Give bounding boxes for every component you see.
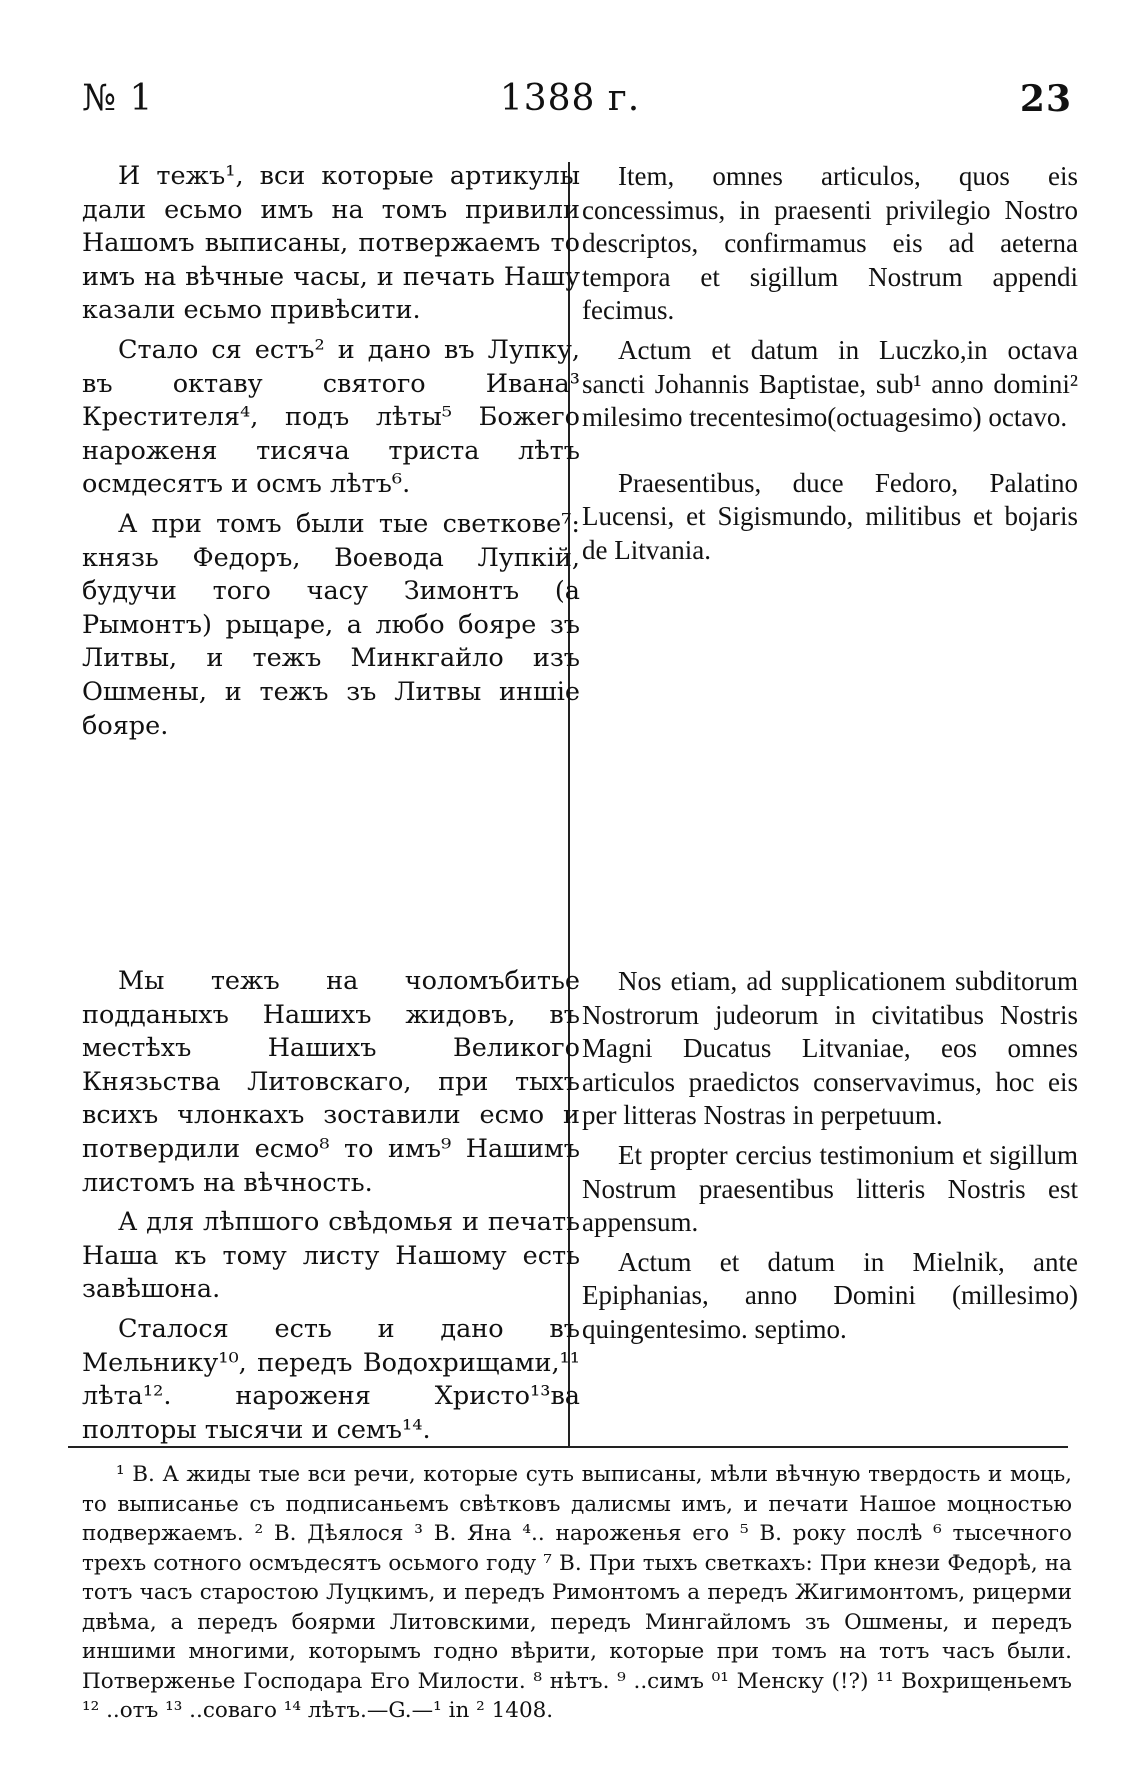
document-number: № 1 bbox=[82, 78, 154, 119]
ruthenian-column-section-2 bbox=[82, 965, 580, 1447]
paragraph: Praesentibus, duce Fedoro, Palatino Lucensi, et Sigismundo, militibus et bojaris de Litvania. bbox=[582, 467, 1078, 565]
paragraph: А при томъ были тые светкове⁷: князь Федоръ, Воевода Лупкій, будучи того часу Зимонтъ (а Рымонтъ) рыцаре, а любо бояре зъ Литвы, и тежъ Минкгайло изъ Ошмены, и тежъ зъ Литвы иншіе бояре. bbox=[82, 508, 580, 741]
footnotes bbox=[82, 1460, 1072, 1726]
latin-column-section-2 bbox=[582, 965, 1078, 1347]
latin-column-section-1 bbox=[582, 160, 1078, 568]
page-number: 23 bbox=[1019, 78, 1072, 120]
paragraph: Et propter cercius testimonium et sigillum Nostrum praesentibus litteris Nostris est appensum. bbox=[582, 1139, 1078, 1238]
ruthenian-column-section-1 bbox=[82, 160, 580, 743]
footnote-rule bbox=[68, 1446, 1068, 1448]
paragraph: Item, omnes articulos, quos eis concessimus, in praesenti privilegio Nostro descriptos, confirmamus eis ad aeterna tempora et sigillum Nostrum appendi fecimus. bbox=[582, 161, 1078, 326]
footnotes-text: ¹ B. А жиды тые вси речи, которые суть выписаны, мѣли вѣчную твердость и моць, то выписанье съ подписаньемъ свѣтковъ далисмы имъ, и печати Нашое моцностью подвержаемъ. ² B. Дѣялося ³ B. Яна ⁴.. нароженья его ⁵ B. року послѣ ⁶ тысечного трехъ сотного осмъдесятъ осьмого году ⁷ B. При тыхъ светкахъ: При кнези Федорѣ, на тотъ часъ старостою Луцкимъ, и передъ Римонтомъ а передъ Жигимонтомъ, рицерми двѣма, а передъ боярми Литовскими, передъ Мингайломъ зъ Ошмены, и передъ иншими многими, которымъ годно вѣрити, которые при томъ на тотъ часъ были. Потверженье Господара Его Милости. ⁸ нѣтъ. ⁹ ..симъ ⁰¹ Менску (!?) ¹¹ Вохрищеньемъ ¹² ..отъ ¹³ ..соваго ¹⁴ лѣтъ.—G.—¹ in ² 1408. bbox=[82, 1462, 1072, 1723]
paragraph: Nos etiam, ad supplicationem subditorum Nostrorum judeorum in civitatibus Nostris Magni Ducatus Litvaniae, eos omnes articulos praedictos conservavimus, hoc eis per litteras Nostras in perpetuum. bbox=[582, 966, 1078, 1131]
paragraph: Actum et datum in Luczko,in octava sancti Johannis Baptistae, sub¹ anno domini² milesimo trecentesimo(octuagesimo) octavo. bbox=[582, 334, 1078, 433]
paragraph: И тежъ¹, вси которые артикулы дали есьмо имъ на томъ привили Нашомъ выписаны, потвержаемъ то имъ на вѣчные часы, и печать Нашу казали есьмо привѣсити. bbox=[82, 161, 580, 326]
paragraph: Мы тежъ на чоломъбитье подданыхъ Нашихъ жидовъ, въ местѣхъ Нашихъ Великого Князьства Литовскаго, при тыхъ всихъ члонкахъ зоставили есмо и потвердили есмо⁸ то имъ⁹ Нашимъ листомъ на вѣчность. bbox=[82, 966, 580, 1198]
paragraph: Actum et datum in Mielnik, ante Epiphanias, anno Domini (millesimo) quingentesimo. septimo. bbox=[582, 1246, 1078, 1344]
paragraph: Стало ся естъ² и дано въ Лупку, въ октаву святого Ивана³ Крестителя⁴, подъ лѣты⁵ Божего нароженя тисяча триста лѣтъ осмдесятъ и осмъ лѣтъ⁶. bbox=[82, 334, 580, 500]
paragraph: А для лѣпшого свѣдомья и печать Наша къ тому листу Нашому есть завѣшона. bbox=[82, 1207, 580, 1305]
paragraph: Сталося есть и дано въ Мельнику¹⁰, передъ Водохрищами,¹¹ лѣта¹². нароженя Христо¹³ва полторы тысячи и семъ¹⁴. bbox=[82, 1313, 580, 1445]
document-year: 1388 г. bbox=[499, 78, 641, 119]
